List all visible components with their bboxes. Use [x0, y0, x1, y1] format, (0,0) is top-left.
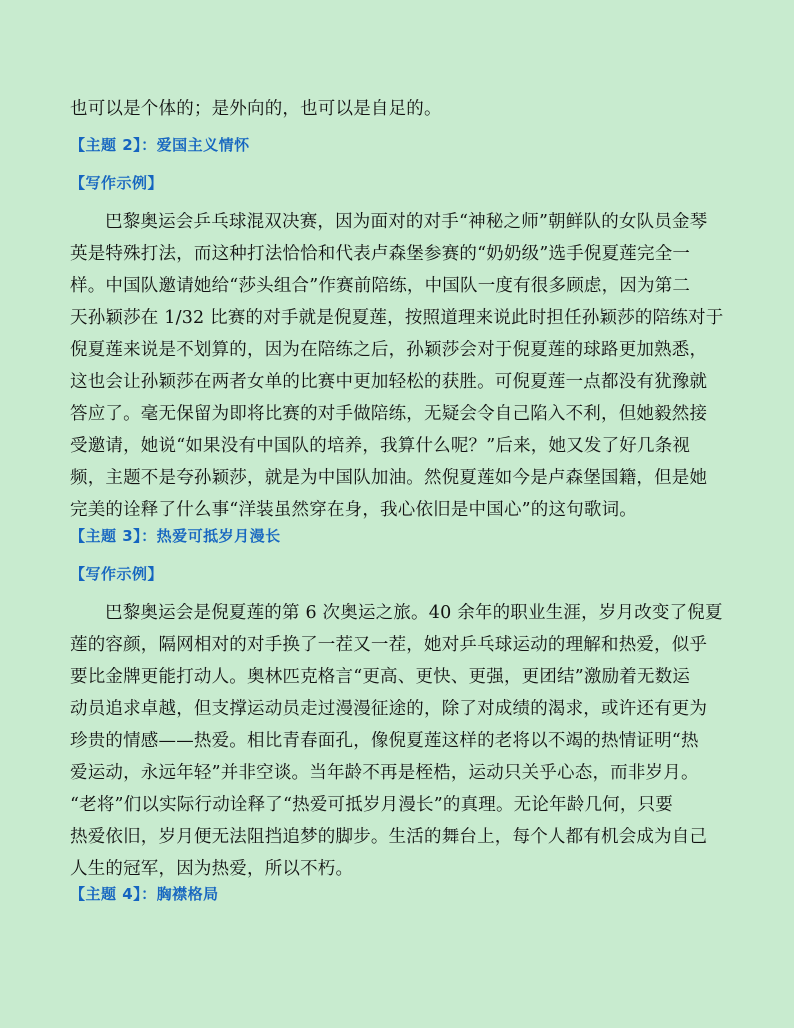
theme-4-heading: 【主题 4】：胸襟格局	[70, 885, 219, 903]
paragraph-line: 莲的容颜，隔网相对的对手换了一茬又一茬，她对乒乓球运动的理解和热爱，似乎	[70, 635, 708, 655]
paragraph-line: 频，主题不是夸孙颖莎，就是为中国队加油。然倪夏莲如今是卢森堡国籍，但是她	[70, 468, 708, 488]
paragraph-line: 受邀请，她说“如果没有中国队的培养，我算什么呢？”后来，她又发了好几条视	[70, 436, 691, 456]
section-3-paragraph	[70, 597, 730, 885]
example-heading-2: 【写作示例】	[70, 565, 164, 583]
paragraph-line: 爱运动，永远年轻”并非空谈。当年龄不再是桎梏，运动只关乎心态，而非岁月。	[70, 763, 699, 783]
paragraph-line: 人生的冠军，因为热爱，所以不朽。	[70, 859, 354, 879]
paragraph-line: 这也会让孙颖莎在两者女单的比赛中更加轻松的获胜。可倪夏莲一点都没有犹豫就	[70, 372, 708, 392]
paragraph-line: 样。中国队邀请她给“莎头组合”作赛前陪练，中国队一度有很多顾虑，因为第二	[70, 276, 691, 296]
paragraph-line: “老将”们以实际行动诠释了“热爱可抵岁月漫长”的真理。无论年龄几何，只要	[70, 795, 673, 815]
theme-3-heading: 【主题 3】：热爱可抵岁月漫长	[70, 527, 281, 545]
theme-2-heading: 【主题 2】：爱国主义情怀	[70, 136, 250, 154]
opening-line: 也可以是个体的；是外向的，也可以是自足的。	[70, 99, 442, 119]
paragraph-line: 要比金牌更能打动人。奥林匹克格言“更高、更快、更强，更团结”激励着无数运	[70, 667, 691, 687]
paragraph-line: 动员追求卓越，但支撑运动员走过漫漫征途的，除了对成绩的渴求，或许还有更为	[70, 699, 708, 719]
paragraph-line: 巴黎奥运会是倪夏莲的第 6 次奥运之旅。40 余年的职业生涯，岁月改变了倪夏	[105, 603, 723, 623]
paragraph-line: 热爱依旧，岁月便无法阻挡追梦的脚步。生活的舞台上，每个人都有机会成为自己	[70, 827, 708, 847]
example-heading-1: 【写作示例】	[70, 174, 164, 192]
paragraph-line: 完美的诠释了什么事“洋装虽然穿在身，我心依旧是中国心”的这句歌词。	[70, 500, 637, 520]
paragraph-line: 答应了。毫无保留为即将比赛的对手做陪练，无疑会令自己陷入不利，但她毅然接	[70, 404, 708, 424]
section-2-paragraph	[70, 206, 730, 526]
paragraph-line: 天孙颖莎在 1/32 比赛的对手就是倪夏莲，按照道理来说此时担任孙颖莎的陪练对于	[70, 308, 724, 328]
paragraph-line: 巴黎奥运会乒乓球混双决赛，因为面对的对手“神秘之师”朝鲜队的女队员金琴	[105, 212, 708, 232]
paragraph-line: 英是特殊打法，而这种打法恰恰和代表卢森堡参赛的“奶奶级”选手倪夏莲完全一	[70, 244, 691, 264]
paragraph-line: 倪夏莲来说是不划算的，因为在陪练之后，孙颖莎会对于倪夏莲的球路更加熟悉，	[70, 340, 708, 360]
paragraph-line: 珍贵的情感——热爱。相比青春面孔，像倪夏莲这样的老将以不竭的热情证明“热	[70, 731, 699, 751]
